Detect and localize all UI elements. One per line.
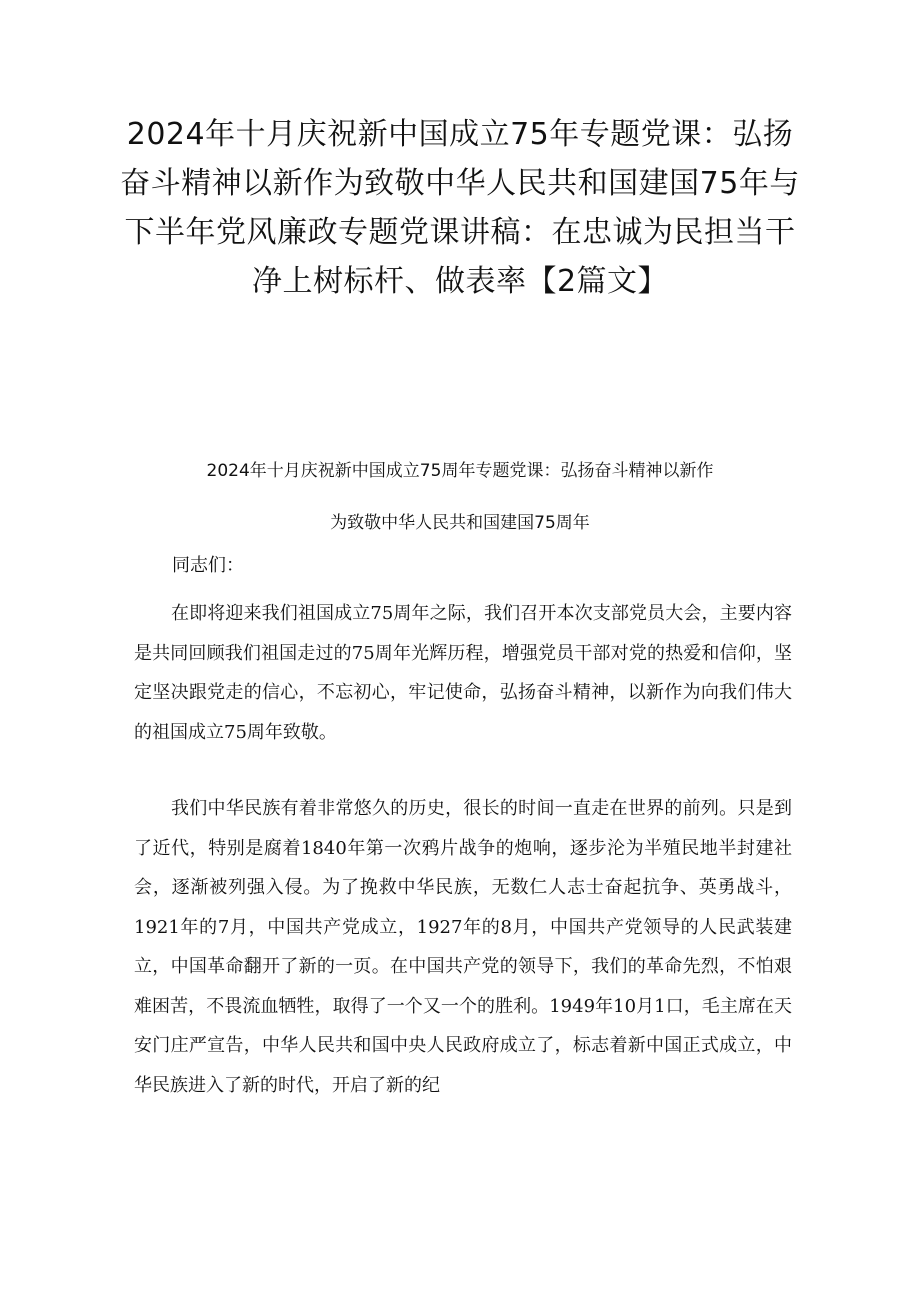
paragraph-2: 我们中华民族有着非常悠久的历史，很长的时间一直走在世界的前列。只是到了近代，特别是腐着1840年第一次鸦片战争的炮响，逐步沦为半殖民地半封建社会，逐渐被列强入侵。为了挽救中华民族，无数仁人志士奋起抗争、英勇战斗，1921年的7月，中国共产党成立，1927年的8月，中国共产党领导的人民武装建立，中国革命翻开了新的一页。在中国共产党的领导下，我们的革命先烈，不怕艰难困苦，不畏流血牺牲，取得了一个又一个的胜利。1949年10月1口，毛主席在天安门庄严宣告，中华人民共和国中央人民政府成立了，标志着新中国正式成立，中华民族进入了新的时代，开启了新的纪 [134, 798, 792, 1096]
section-title-line-1: 2024年十月庆祝新中国成立75周年专题党课：弘扬奋斗精神以新作 [206, 461, 714, 481]
document-title: 2024年十月庆祝新中国成立75年专题党课：弘扬奋斗精神以新作为致敬中华人民共和国建国75年与下半年党风廉政专题党课讲稿：在忠诚为民担当干净上树标杆、做表率【2篇文】 [120, 117, 800, 299]
paragraph-1: 在即将迎来我们祖国成立75周年之际，我们召开本次支部党员大会，主要内容是共同回顾我们祖国走过的75周年光辉历程，增强党员干部对党的热爱和信仰，坚定坚决跟党走的信心，不忘初心，牢记使命，弘扬奋斗精神，以新作为向我们伟大的祖国成立75周年致敬。 [134, 603, 792, 743]
salutation: 同志们： [172, 555, 244, 576]
section-title-line-2: 为致敬中华人民共和国建国75周年 [330, 513, 590, 533]
